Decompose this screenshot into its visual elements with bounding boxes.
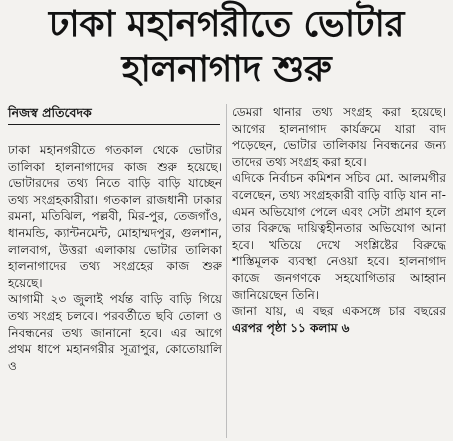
headline-line-1: ঢাকা মহানগরীতে ভোটার <box>48 4 405 45</box>
article-column-left <box>8 142 222 434</box>
article-column-right <box>232 104 446 438</box>
paragraph: ডেমরা থানার তথ্য সংগ্রহ করা হয়েছে। আগের হালনাগাদ কার্যক্রমে যারা বাদ পড়েছেন, ভোটার তালিকায় নিবন্ধনের জন্য তাদের তথ্য সংগ্রহ করা হবে। <box>232 105 446 169</box>
paragraph: এদিকে নির্বাচন কমিশন সচিব মো. আলমগীর বলেছেন, তথ্য সংগ্রহকারী বাড়ি বাড়ি যান না-এমন অভিযোগ পেলে এবং সেটা প্রমাণ হলে তার বিরুদ্ধে দায়িত্বহীনতার অভিযোগ আনা হবে। খতিয়ে দেখে সংশ্লিষ্টের বিরুদ্ধে শাস্তিমূলক ব্যবস্থা নেওয়া হবে। হালনাগাদ কাজে জনগণকে সহযোগিতার আহ্বান জানিয়েছেন তিনি। <box>232 171 446 302</box>
byline: নিজস্ব প্রতিবেদক <box>8 104 220 125</box>
paragraph-text: জানা যায়, এ বছর একসঙ্গে চার বছরের <box>232 304 446 319</box>
column-divider <box>226 104 227 438</box>
paragraph: আগামী ২৩ জুলাই পর্যন্ত বাড়ি বাড়ি গিয়ে তথ্য সংগ্রহ চলবে। পরবর্তীতে ছবি তোলা ও নিবন্ধনের তথ্য জানানো হবে। এর আগে প্রথম ধাপে মহানগরীর সূত্রাপুর, কোতোয়ালি ও <box>8 292 222 373</box>
headline <box>0 2 453 92</box>
headline-line-2: হালনাগাদ শুরু <box>121 49 332 90</box>
continuation-note: এরপর পৃষ্ঠা ১১ কলাম ৬ <box>232 320 350 335</box>
paragraph-last <box>232 303 446 336</box>
paragraph: ঢাকা মহানগরীতে গতকাল থেকে ভোটার তালিকা হালনাগাদের কাজ শুরু হয়েছে। ভোটারদের তথ্য নিতে বাড়ি বাড়ি যাচ্ছেন তথ্য সংগ্রহকারীরা। গতকাল রাজধানী ঢাকার রমনা, মতিঝিল, পল্লবী, মির-পুর, তেজগাঁও, ধানমন্ডি, ক্যান্টনমেন্ট, মোহাম্মদপুর, গুলশান, লালবাগ, উত্তরা এলাকায় ভোটার তালিকা হালনাগাদের তথ্য সংগ্রহের কাজ শুরু হয়েছে। <box>8 143 222 290</box>
